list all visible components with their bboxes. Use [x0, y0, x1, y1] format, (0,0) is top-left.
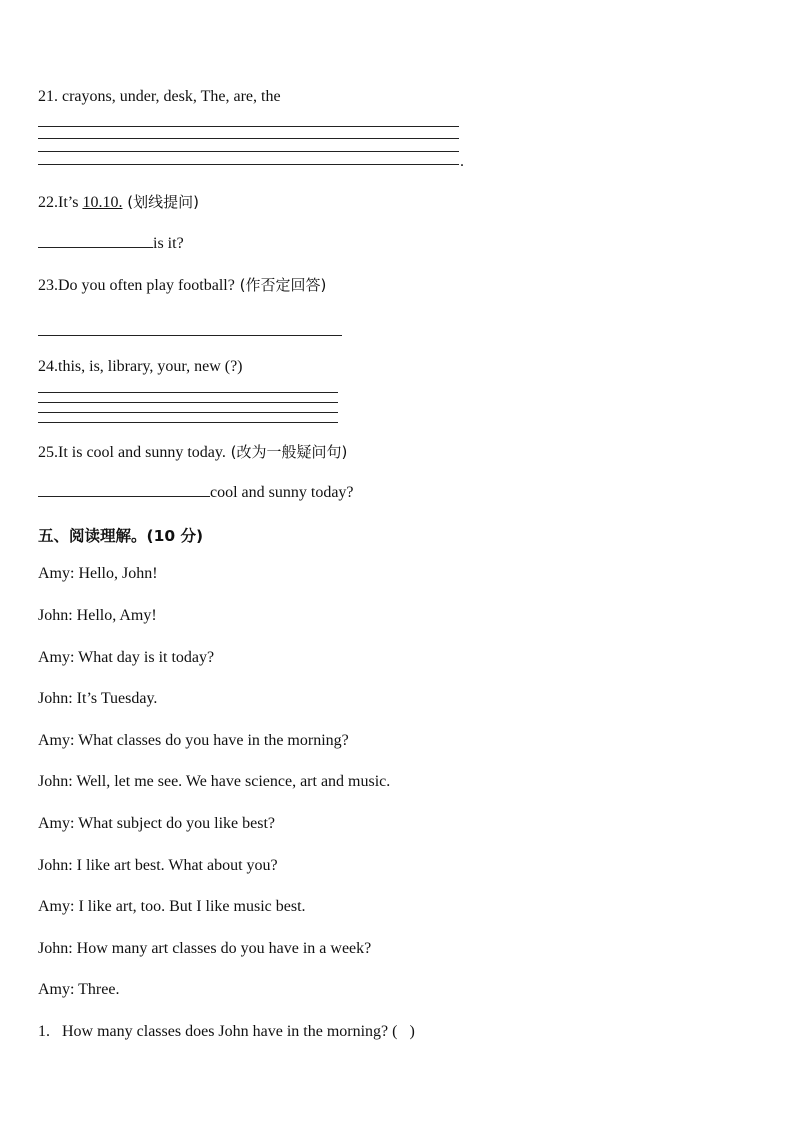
answer-line[interactable] [38, 138, 459, 139]
comprehension-question-1 [38, 1023, 415, 1041]
question-24-text: 24.this, is, library, your, new (?) [38, 358, 243, 375]
question-22-underlined: 10.10. [82, 194, 123, 211]
question-24 [38, 358, 243, 376]
dialogue-line: Amy: Hello, John! [38, 565, 158, 582]
question-21-period: . [460, 153, 464, 170]
answer-line[interactable] [38, 422, 338, 423]
answer-blank[interactable] [38, 482, 210, 497]
comprehension-question-1-text: How many classes does John have in the morning? ( ) [62, 1023, 415, 1040]
answer-line[interactable] [38, 412, 338, 413]
answer-line[interactable] [38, 151, 459, 152]
answer-line[interactable] [38, 335, 342, 336]
question-25-text: 25.It is cool and sunny today. [38, 444, 226, 461]
dialogue-line: Amy: What subject do you like best? [38, 815, 275, 832]
question-25-answer [38, 482, 354, 502]
question-25 [38, 441, 347, 462]
question-25-answer-suffix: cool and sunny today? [210, 484, 354, 501]
question-22 [38, 191, 199, 212]
dialogue-line: John: Hello, Amy! [38, 607, 157, 624]
question-21 [38, 88, 281, 106]
dialogue-line: Amy: Three. [38, 981, 120, 998]
dialogue-line: Amy: What classes do you have in the morning? [38, 732, 349, 749]
question-25-note: (改为一般疑问句) [225, 443, 348, 461]
comprehension-question-1-number: 1. [38, 1023, 50, 1040]
question-22-note: (划线提问) [122, 193, 199, 211]
answer-blank[interactable] [38, 233, 153, 248]
question-23-text: 23.Do you often play football? [38, 277, 235, 294]
question-23 [38, 274, 326, 295]
question-22-answer [38, 233, 184, 253]
question-23-note: (作否定回答) [234, 276, 327, 294]
question-21-number: 21. [38, 88, 58, 105]
dialogue-line: John: It’s Tuesday. [38, 690, 158, 707]
dialogue-line: John: Well, let me see. We have science, art and music. [38, 773, 391, 790]
dialogue-line: John: How many art classes do you have in a week? [38, 940, 372, 957]
question-22-prefix: 22.It’s [38, 194, 83, 211]
answer-line[interactable] [38, 164, 459, 165]
dialogue-line: Amy: I like art, too. But I like music best. [38, 898, 306, 915]
dialogue-line: John: I like art best. What about you? [38, 857, 278, 874]
question-22-answer-suffix: is it? [153, 235, 184, 252]
question-21-text: crayons, under, desk, The, are, the [62, 88, 281, 105]
section-title: 五、阅读理解。(10 分) [38, 527, 204, 545]
dialogue-line: Amy: What day is it today? [38, 649, 215, 666]
answer-line[interactable] [38, 392, 338, 393]
answer-line[interactable] [38, 402, 338, 403]
answer-line[interactable] [38, 126, 459, 127]
